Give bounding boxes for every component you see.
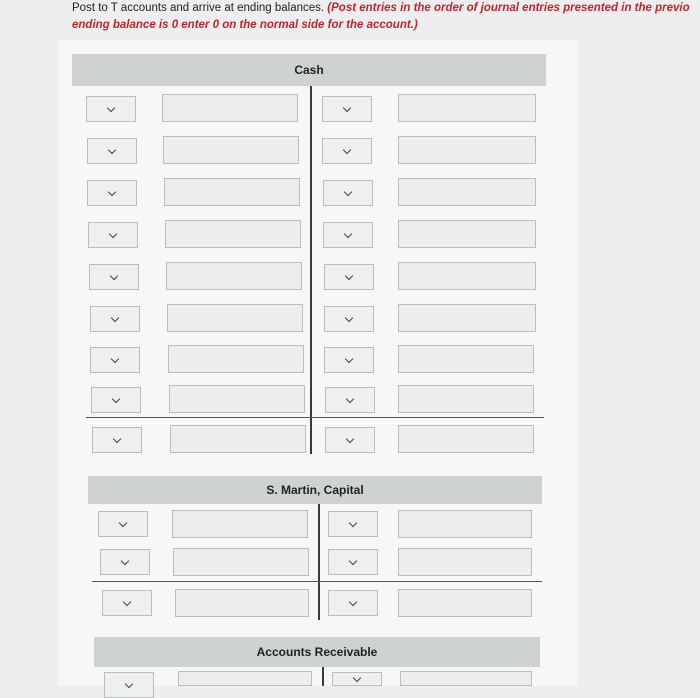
credit-entry-select[interactable] <box>324 347 374 373</box>
chevron-down-icon <box>345 354 353 362</box>
debit-amount-input[interactable] <box>167 304 303 332</box>
credit-amount-input[interactable] <box>398 94 536 122</box>
credit-balance-input[interactable] <box>398 589 532 617</box>
debit-amount-input[interactable] <box>162 94 298 122</box>
balance-separator <box>86 417 544 418</box>
debit-entry-select[interactable] <box>87 138 137 164</box>
debit-balance-input[interactable] <box>175 589 309 617</box>
credit-entry-select[interactable] <box>323 180 373 206</box>
chevron-down-icon <box>109 229 117 237</box>
credit-balance-input[interactable] <box>398 425 534 453</box>
chevron-down-icon <box>108 145 116 153</box>
credit-entry-select[interactable] <box>322 96 372 122</box>
chevron-down-icon <box>121 556 129 564</box>
debit-amount-input[interactable] <box>178 671 312 686</box>
chevron-down-icon <box>125 679 133 687</box>
chevron-down-icon <box>113 434 121 442</box>
credit-amount-input[interactable] <box>398 548 532 576</box>
credit-amount-input[interactable] <box>400 671 532 686</box>
t-account-divider <box>318 504 320 620</box>
chevron-down-icon <box>349 518 357 526</box>
debit-balance-select[interactable] <box>102 590 152 616</box>
t-account-divider <box>322 667 324 686</box>
debit-amount-input[interactable] <box>165 220 301 248</box>
debit-entry-select[interactable] <box>90 306 140 332</box>
chevron-down-icon <box>349 556 357 564</box>
balance-separator <box>92 581 542 582</box>
debit-amount-input[interactable] <box>173 548 309 576</box>
t-account-header-s-martin-capital <box>88 476 542 504</box>
t-account-title: Accounts Receivable <box>256 645 378 659</box>
debit-entry-select[interactable] <box>89 264 139 290</box>
chevron-down-icon <box>346 394 354 402</box>
credit-entry-select[interactable] <box>332 672 382 686</box>
credit-amount-input[interactable] <box>398 178 536 206</box>
chevron-down-icon <box>110 271 118 279</box>
t-account-divider <box>310 86 312 454</box>
chevron-down-icon <box>349 597 357 605</box>
chevron-down-icon <box>345 271 353 279</box>
chevron-down-icon <box>112 394 120 402</box>
credit-amount-input[interactable] <box>398 345 534 373</box>
debit-balance-select[interactable] <box>92 427 142 453</box>
chevron-down-icon <box>107 103 115 111</box>
debit-entry-select[interactable] <box>87 180 137 206</box>
credit-entry-select[interactable] <box>328 549 378 575</box>
debit-entry-select[interactable] <box>104 672 154 698</box>
chevron-down-icon <box>111 354 119 362</box>
debit-entry-select[interactable] <box>86 96 136 122</box>
credit-entry-select[interactable] <box>322 138 372 164</box>
credit-amount-input[interactable] <box>398 136 536 164</box>
credit-entry-select[interactable] <box>324 306 374 332</box>
credit-entry-select[interactable] <box>323 222 373 248</box>
chevron-down-icon <box>119 518 127 526</box>
chevron-down-icon <box>346 434 354 442</box>
instructions-lead: Post to T accounts and arrive at ending balances. <box>72 2 328 14</box>
credit-entry-select[interactable] <box>328 511 378 537</box>
debit-entry-select[interactable] <box>90 347 140 373</box>
credit-balance-select[interactable] <box>325 427 375 453</box>
t-account-title: S. Martin, Capital <box>266 483 364 497</box>
debit-amount-input[interactable] <box>164 178 300 206</box>
credit-balance-select[interactable] <box>328 590 378 616</box>
chevron-down-icon <box>344 187 352 195</box>
credit-amount-input[interactable] <box>398 304 536 332</box>
chevron-down-icon <box>345 313 353 321</box>
debit-amount-input[interactable] <box>172 510 308 538</box>
credit-amount-input[interactable] <box>398 385 534 413</box>
chevron-down-icon <box>343 103 351 111</box>
credit-amount-input[interactable] <box>398 262 536 290</box>
instructions-emphasis: (Post entries in the order of journal entries presented in the previo <box>327 2 690 14</box>
credit-amount-input[interactable] <box>398 220 536 248</box>
debit-amount-input[interactable] <box>168 345 304 373</box>
credit-entry-select[interactable] <box>324 264 374 290</box>
debit-entry-select[interactable] <box>91 387 141 413</box>
debit-amount-input[interactable] <box>166 262 302 290</box>
chevron-down-icon <box>111 313 119 321</box>
chevron-down-icon <box>353 673 361 681</box>
chevron-down-icon <box>344 229 352 237</box>
t-account-title: Cash <box>294 63 324 77</box>
credit-amount-input[interactable] <box>398 510 532 538</box>
t-account-header-accounts-receivable <box>94 637 540 667</box>
debit-balance-input[interactable] <box>170 425 306 453</box>
instructions <box>72 0 700 34</box>
chevron-down-icon <box>108 187 116 195</box>
instructions-emphasis-cont: ending balance is 0 enter 0 on the normal side for the account.) <box>72 19 418 31</box>
debit-entry-select[interactable] <box>100 549 150 575</box>
t-account-header-cash <box>72 54 546 86</box>
chevron-down-icon <box>123 597 131 605</box>
chevron-down-icon <box>343 145 351 153</box>
debit-amount-input[interactable] <box>163 136 299 164</box>
debit-entry-select[interactable] <box>88 222 138 248</box>
credit-entry-select[interactable] <box>325 387 375 413</box>
debit-amount-input[interactable] <box>169 385 305 413</box>
debit-entry-select[interactable] <box>98 511 148 537</box>
